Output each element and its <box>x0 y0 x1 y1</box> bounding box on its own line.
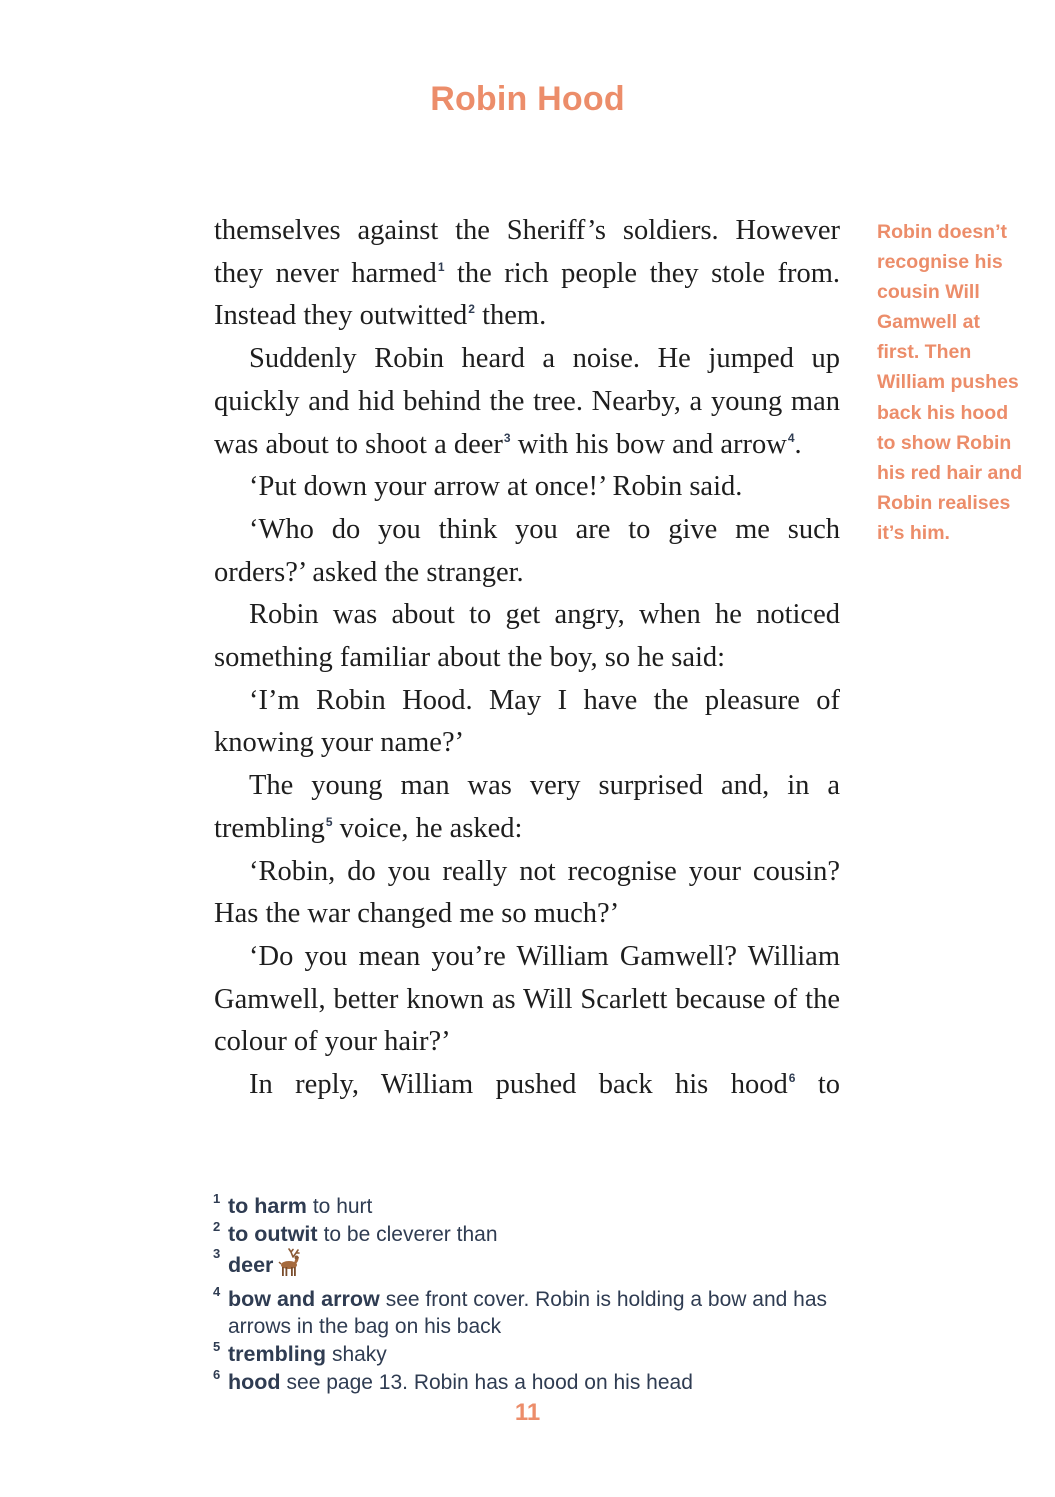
glossary-item <box>213 1366 833 1397</box>
glossary-item <box>213 1338 833 1369</box>
deer-icon <box>277 1248 305 1286</box>
glossary-number: 4 <box>213 1283 221 1299</box>
paragraph-4: ‘Who do you think you are to give me such orders?’ asked the stranger. <box>214 513 840 588</box>
paragraph-2: Suddenly Robin heard a noise. He jumped up quickly and hid behind the tree. Nearby, a young man was about to shoot a deer$^3$ with his bow and arrow$^4$. <box>214 343 840 460</box>
footnote-ref[interactable]: 5 <box>325 814 333 829</box>
glossary-number: 5 <box>213 1338 221 1354</box>
paragraph-3: ‘Put down your arrow at once!’ Robin said. <box>249 471 743 503</box>
footnote-ref[interactable]: 6 <box>788 1071 796 1086</box>
glossary-item <box>213 1193 833 1221</box>
page-number: 11 <box>514 1399 541 1426</box>
margin-note: Robin doesn’t recognise his cousin Will Gamwell at first. Then William pushes back his hood to show Robin his red hair and Robin realises it’s him. <box>877 221 1023 544</box>
footnote-ref[interactable]: 3 <box>503 430 511 445</box>
page-title: Robin Hood <box>430 80 625 118</box>
footnote-ref[interactable]: 2 <box>468 302 475 317</box>
glossary-item <box>213 1283 833 1341</box>
footnote-ref[interactable]: 1 <box>437 259 445 274</box>
glossary-number: 6 <box>213 1366 221 1382</box>
glossary-item <box>213 1248 833 1286</box>
glossary-definition: to be cleverer than <box>323 1222 498 1246</box>
glossary-number: 3 <box>213 1246 221 1262</box>
paragraph-10: In reply, William pushed back his hood$^6$ to <box>249 1069 841 1101</box>
glossary-definition: see front cover. Robin is holding a bow and has arrows in the bag on his back <box>228 1287 827 1339</box>
glossary-term: deer <box>228 1253 274 1278</box>
paragraph-8: ‘Robin, do you really not recognise your cousin? Has the war changed me so much?’ <box>214 855 840 930</box>
footnote-ref[interactable]: 4 <box>787 430 795 445</box>
glossary-term: hood <box>228 1369 281 1394</box>
story-text <box>214 210 840 1107</box>
paragraph-5: Robin was about to get angry, when he noticed something familiar about the boy, so he said: <box>214 599 840 674</box>
paragraph-9: ‘Do you mean you’re William Gamwell? William Gamwell, better known as Will Scarlett because of the colour of your hair?’ <box>214 940 840 1058</box>
glossary-term: bow and arrow <box>228 1286 380 1311</box>
paragraph-6: ‘I’m Robin Hood. May I have the pleasure of knowing your name?’ <box>214 684 840 759</box>
paragraph-1: themselves against the Sheriff’s soldiers. However they never harmed$^1$ the rich people they stole from. Instead they outwitted$^2$ them. <box>214 215 840 332</box>
glossary <box>213 1193 833 1396</box>
glossary-term: to harm <box>228 1194 307 1218</box>
glossary-number: 1 <box>213 1191 221 1206</box>
glossary-number: 2 <box>213 1218 221 1234</box>
glossary-term: to outwit <box>228 1221 318 1246</box>
glossary-definition: shaky <box>331 1342 387 1366</box>
paragraph-7: The young man was very surprised and, in a trembling$^5$ voice, he asked: <box>214 770 840 844</box>
glossary-term: trembling <box>228 1341 326 1366</box>
glossary-definition: to hurt <box>312 1195 373 1218</box>
glossary-item <box>213 1218 833 1249</box>
glossary-definition: see page 13. Robin has a hood on his head <box>286 1370 693 1394</box>
